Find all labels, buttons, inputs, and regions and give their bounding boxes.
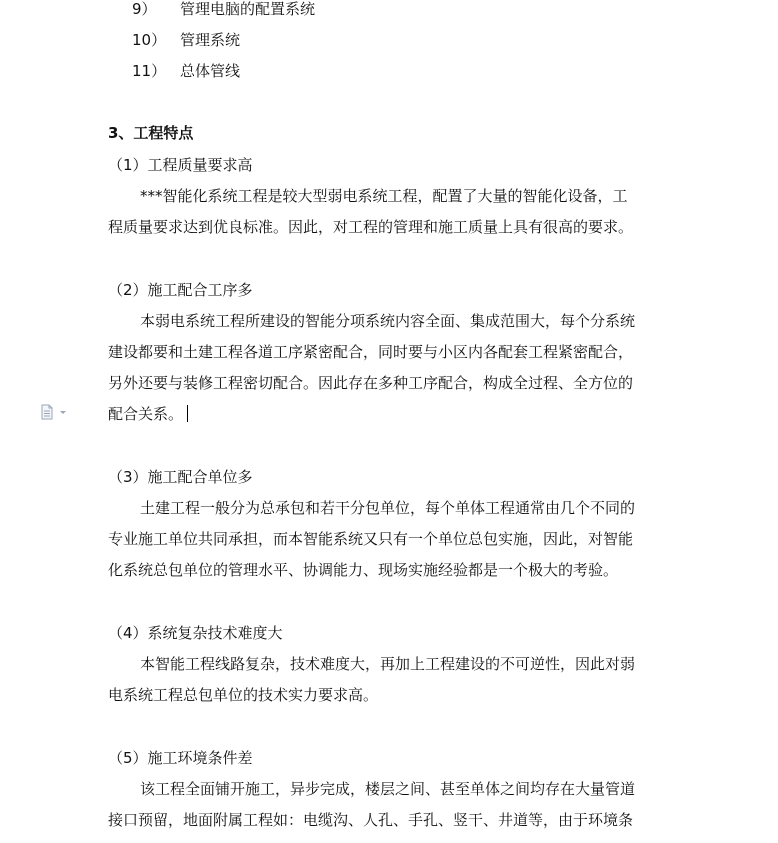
- paragraph-options-icon: [40, 404, 68, 420]
- sec1-line-2: 程质量要求达到优良标准。因此，对工程的管理和施工质量上具有很高的要求。: [108, 218, 634, 236]
- sec4-line-2: 电系统工程总包单位的技术实力要求高。: [108, 686, 379, 704]
- sec5-line-2: 接口预留，地面附属工程如：电缆沟、人孔、手孔、竖干、井道等，由于环境条: [108, 811, 634, 829]
- list-text-10: 管理系统: [180, 31, 241, 49]
- sec2-line-4-wrap[interactable]: [108, 404, 188, 424]
- sec2-line-2: 建设都要和土建工程各道工序紧密配合，同时要与小区内各配套工程紧密配合，: [108, 343, 634, 361]
- sec2-line-1: 本弱电系统工程所建设的智能分项系统内容全面、集成范围大，每个分系统: [140, 312, 636, 330]
- sec3-line-1: 土建工程一般分为总承包和若干分包单位，每个单体工程通常由几个不同的: [140, 499, 636, 517]
- sec1-title: （1）工程质量要求高: [108, 156, 253, 174]
- sec1-line-1: ***智能化系统工程是较大型弱电系统工程，配置了大量的智能化设备，工: [140, 187, 628, 205]
- sec4-line-1: 本智能工程线路复杂，技术难度大，再加上工程建设的不可逆性，因此对弱: [140, 655, 636, 673]
- sec5-title: （5）施工环境条件差: [108, 749, 253, 767]
- sec2-title: （2）施工配合工序多: [108, 281, 253, 299]
- paragraph-options-button[interactable]: [40, 404, 68, 420]
- section-heading: 3、工程特点: [108, 124, 194, 142]
- sec3-title: （3）施工配合单位多: [108, 468, 253, 486]
- sec3-line-2: 专业施工单位共同承担，而本智能系统又只有一个单位总包实施，因此，对智能: [108, 530, 634, 548]
- text-cursor: [187, 405, 188, 422]
- list-text-9: 管理电脑的配置系统: [180, 0, 316, 18]
- sec3-line-3: 化系统总包单位的管理水平、协调能力、现场实施经验都是一个极大的考验。: [108, 561, 619, 579]
- list-number-10: 10）: [132, 31, 167, 49]
- list-number-9: 9）: [132, 0, 157, 18]
- sec4-title: （4）系统复杂技术难度大: [108, 624, 283, 642]
- sec5-line-1: 该工程全面铺开施工，异步完成，楼层之间、甚至单体之间均存在大量管道: [140, 780, 636, 798]
- sec2-line-3: 另外还要与装修工程密切配合。因此存在多种工序配合，构成全过程、全方位的: [108, 374, 634, 392]
- sec2-line-4: 配合关系。: [108, 405, 184, 423]
- list-number-11: 11）: [132, 62, 167, 80]
- list-text-11: 总体管线: [180, 62, 241, 80]
